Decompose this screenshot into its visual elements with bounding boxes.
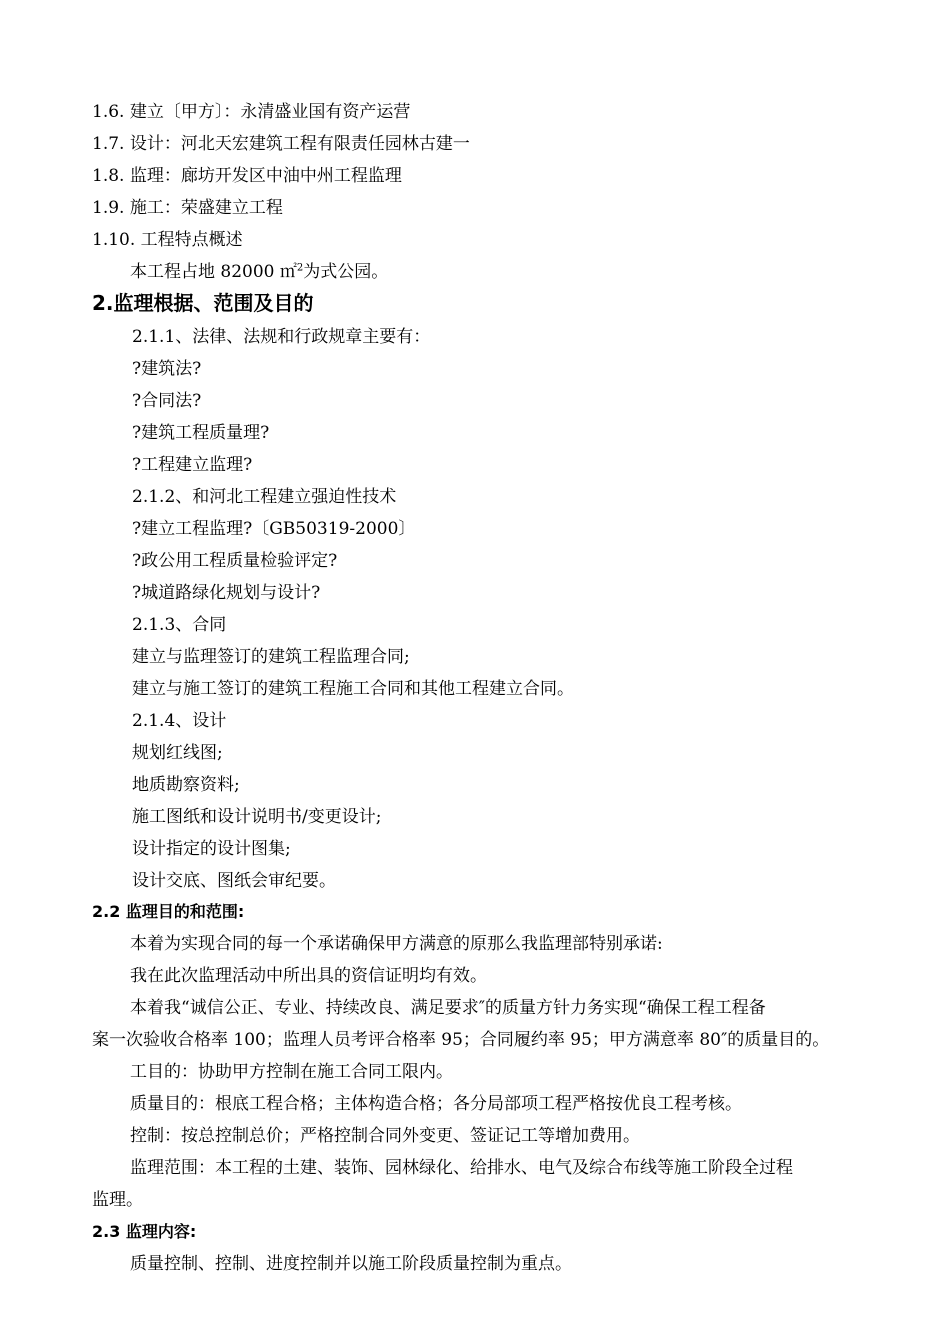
- item-1-8: 1.8. 监理：廊坊开发区中油中州工程监理: [92, 166, 402, 186]
- overview-superscript: 2: [296, 262, 304, 274]
- section-2-2-paragraph-3-line-2: 案一次验收合格率 100；监理人员考评合格率 95；合同履约率 95；甲方满意率 80″的质量目的。: [92, 1030, 830, 1050]
- law-item-3: ?建筑工程质量理?: [132, 423, 270, 443]
- design-item-2: 地质勘察资料;: [132, 775, 240, 795]
- section-2-2-paragraph-7-line-1: 监理范围：本工程的土建、装饰、园林绿化、给排水、电气及综合布线等施工阶段全过程: [130, 1158, 793, 1178]
- law-item-1: ?建筑法?: [132, 359, 202, 379]
- subsection-2-1-4: 2.1.4、设计: [132, 711, 227, 731]
- section-2-2-paragraph-1: 本着为实现合同的每一个承诺确保甲方满意的原那么我监理部特别承诺:: [130, 934, 663, 954]
- section-2-2-paragraph-6: 控制：按总控制总价；严格控制合同外变更、签证记工等增加费用。: [130, 1126, 640, 1146]
- item-1-10: 1.10. 工程特点概述: [92, 230, 243, 250]
- law-item-2: ?合同法?: [132, 391, 202, 411]
- section-2-heading: 2.监理根据、范围及目的: [92, 291, 314, 315]
- design-item-3: 施工图纸和设计说明书/变更设计;: [132, 807, 382, 827]
- section-2-2-paragraph-2: 我在此次监理活动中所出具的资信证明均有效。: [130, 966, 487, 986]
- law-item-4: ?工程建立监理?: [132, 455, 253, 475]
- subsection-2-1-2: 2.1.2、和河北工程建立强迫性技术: [132, 487, 397, 507]
- overview-suffix: 为式公园。: [303, 262, 389, 282]
- item-1-6: 1.6. 建立〔甲方〕：永清盛业国有资产运营: [92, 102, 411, 122]
- subsection-2-1-3: 2.1.3、合同: [132, 615, 227, 635]
- section-2-3-paragraph-1: 质量控制、控制、进度控制并以施工阶段质量控制为重点。: [130, 1254, 572, 1274]
- item-1-9: 1.9. 施工：荣盛建立工程: [92, 198, 283, 218]
- standard-item-1: ?建立工程监理?〔GB50319-2000〕: [132, 519, 416, 539]
- section-2-2-paragraph-4: 工目的：协助甲方控制在施工合同工限内。: [130, 1062, 453, 1082]
- section-2-2-paragraph-7-line-2: 监理。: [92, 1190, 143, 1210]
- contract-item-1: 建立与监理签订的建筑工程监理合同;: [132, 647, 410, 667]
- overview-paragraph: [130, 261, 388, 283]
- section-2-2-heading: 2.2 监理目的和范围:: [92, 902, 245, 921]
- design-item-1: 规划红线图;: [132, 743, 223, 763]
- subsection-2-1-1: 2.1.1、法律、法规和行政规章主要有：: [132, 327, 431, 347]
- contract-item-2: 建立与施工签订的建筑工程施工合同和其他工程建立合同。: [132, 679, 574, 699]
- section-2-2-paragraph-5: 质量目的：根底工程合格；主体构造合格；各分局部项工程严格按优良工程考核。: [130, 1094, 742, 1114]
- overview-prefix: 本工程占地 82000 ㎡: [130, 262, 297, 282]
- design-item-4: 设计指定的设计图集;: [132, 839, 291, 859]
- item-1-7: 1.7. 设计：河北天宏建筑工程有限责任园林古建一: [92, 134, 470, 154]
- design-item-5: 设计交底、图纸会审纪要。: [132, 871, 336, 891]
- standard-item-3: ?城道路绿化规划与设计?: [132, 583, 321, 603]
- standard-item-2: ?政公用工程质量检验评定?: [132, 551, 338, 571]
- section-2-2-paragraph-3-line-1: 本着我“诚信公正、专业、持续改良、满足要求″的质量方针力务实现“确保工程工程备: [130, 998, 766, 1018]
- section-2-3-heading: 2.3 监理内容:: [92, 1222, 197, 1241]
